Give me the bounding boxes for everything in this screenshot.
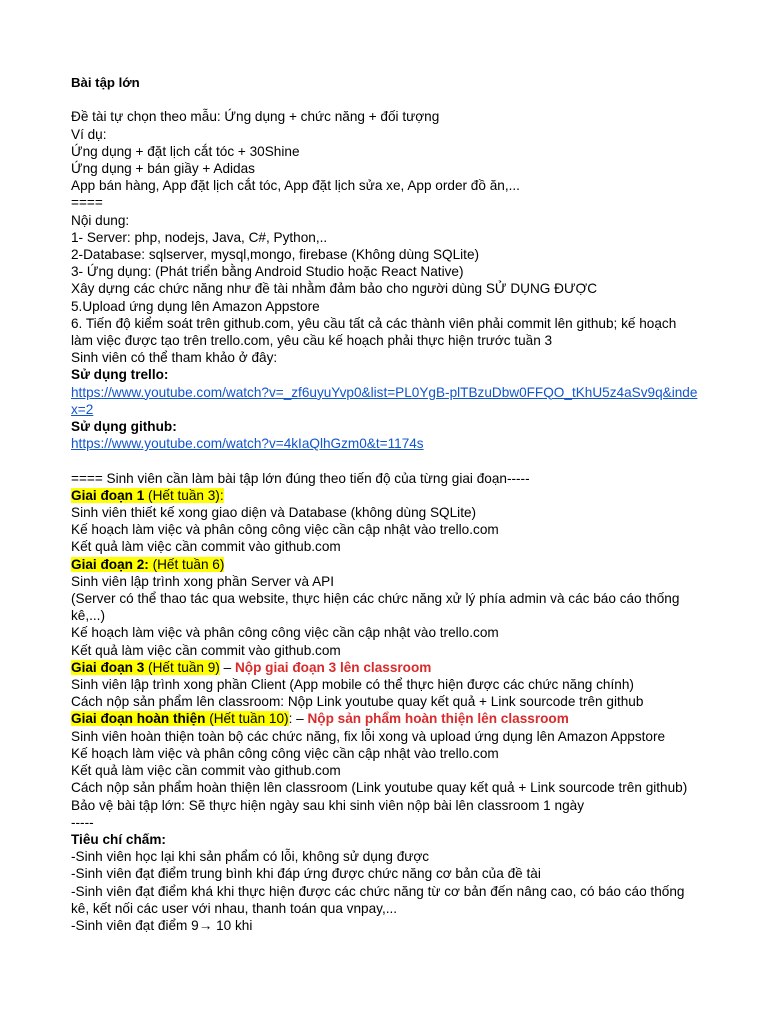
phase-3-heading bbox=[71, 659, 701, 676]
phase-1-section bbox=[71, 487, 701, 556]
phase-2-name: Giai đoạn 2: bbox=[71, 556, 149, 572]
intro-line: Ứng dụng + đặt lịch cắt tóc + 30Shine bbox=[71, 143, 300, 159]
criteria-item: -Sinh viên đạt điểm 9→ 10 khi bbox=[71, 917, 253, 933]
intro-line: 1- Server: php, nodejs, Java, C#, Python,.. bbox=[71, 229, 328, 245]
document-title: Bài tập lớn bbox=[71, 75, 140, 90]
phase-1-heading bbox=[71, 487, 701, 504]
phase-final-line: Sinh viên hoàn thiện toàn bộ các chức năng, fix lỗi xong và upload ứng dụng lên Amazon Appstore bbox=[71, 728, 666, 744]
github-video-link[interactable]: https://www.youtube.com/watch?v=4kIaQlhGzm0&t=1174s bbox=[71, 436, 424, 452]
phase-3-deadline: (Hết tuần 9) bbox=[144, 659, 220, 675]
phase-final-line: Kết quả làm việc cần commit vào github.com bbox=[71, 763, 341, 779]
phase-3-section bbox=[71, 659, 701, 711]
phase-3-name: Giai đoạn 3 bbox=[71, 659, 145, 675]
phase-1-name: Giai đoạn 1 bbox=[71, 487, 145, 503]
intro-line: Sinh viên có thể tham khảo ở đây: bbox=[71, 350, 278, 366]
phase-3-line: Cách nộp sản phẩm lên classroom: Nộp Link youtube quay kết quả + Link sourcode trên github bbox=[71, 694, 644, 710]
phase-3-line: Sinh viên lập trình xong phần Client (App mobile có thể thực hiện được các chức năng chính) bbox=[71, 677, 634, 693]
intro-line: Ví dụ: bbox=[71, 126, 107, 142]
criteria-item: -Sinh viên học lại khi sản phẩm có lỗi, không sử dụng được bbox=[71, 849, 430, 865]
intro-line: App bán hàng, App đặt lịch cắt tóc, App đặt lịch sửa xe, App order đồ ăn,... bbox=[71, 178, 520, 194]
phase-final-submit-note: Nộp sản phẩm hoàn thiện lên classroom bbox=[307, 711, 569, 727]
trello-video-link[interactable]: https://www.youtube.com/watch?v=_zf6uyuYvp0&list=PL0YgB-plTBzuDbw0FFQO_tKhU5z4aSv9q&index=2 bbox=[71, 384, 698, 417]
phase-final-name: Giai đoạn hoàn thiện bbox=[71, 711, 206, 727]
phase-2-line: (Server có thể thao tác qua website, thực hiện các chức năng xử lý phía admin và các báo cáo thống kê,...) bbox=[71, 591, 680, 624]
progress-intro: ==== Sinh viên cần làm bài tập lớn đúng theo tiến độ của từng giai đoạn----- bbox=[71, 470, 530, 486]
document-page bbox=[71, 74, 701, 934]
phase-1-deadline: (Hết tuần 3): bbox=[144, 487, 224, 503]
intro-line: Đề tài tự chọn theo mẫu: Ứng dụng + chức năng + đối tượng bbox=[71, 109, 440, 125]
phase-final-line: Bảo vệ bài tập lớn: Sẽ thực hiện ngày sau khi sinh viên nộp bài lên classroom 1 ngày bbox=[71, 797, 584, 813]
intro-line: 5.Upload ứng dụng lên Amazon Appstore bbox=[71, 298, 320, 314]
phase-final-deadline: (Hết tuần 10) bbox=[205, 711, 289, 727]
phase-2-deadline: (Hết tuần 6) bbox=[148, 556, 225, 572]
spacer bbox=[71, 452, 701, 469]
phase-1-line: Sinh viên thiết kế xong giao diện và Database (không dùng SQLite) bbox=[71, 505, 477, 521]
intro-line: 3- Ứng dụng: (Phát triển bằng Android Studio hoặc React Native) bbox=[71, 264, 464, 280]
phase-3-dash: – bbox=[219, 659, 235, 675]
phase-2-line: Kết quả làm việc cần commit vào github.com bbox=[71, 642, 341, 658]
github-heading: Sử dụng github: bbox=[71, 419, 177, 435]
phase-3-submit-note: Nộp giai đoạn 3 lên classroom bbox=[234, 659, 432, 675]
phase-final-line: Kế hoạch làm việc và phân công công việc cần cập nhật vào trello.com bbox=[71, 745, 499, 761]
criteria-section bbox=[71, 831, 701, 934]
intro-section bbox=[71, 108, 701, 366]
phase-final-line: Cách nộp sản phẩm hoàn thiện lên classroom (Link youtube quay kết quả + Link sourcode trên github) bbox=[71, 780, 688, 796]
phase-2-line: Sinh viên lập trình xong phần Server và API bbox=[71, 573, 334, 589]
criteria-item: -Sinh viên đạt điểm trung bình khi đáp ứng được chức năng cơ bản của đề tài bbox=[71, 866, 541, 882]
intro-line: Nội dung: bbox=[71, 212, 130, 228]
criteria-item: -Sinh viên đạt điểm khá khi thực hiện được các chức năng từ cơ bản đến nâng cao, có báo cáo thống kê, kết nối các user với nhau, thanh toán qua vnpay,... bbox=[71, 883, 685, 916]
phase-2-section bbox=[71, 556, 701, 659]
criteria-heading: Tiêu chí chấm: bbox=[71, 831, 166, 847]
phase-final-section bbox=[71, 710, 701, 830]
trello-heading: Sử dụng trello: bbox=[71, 367, 169, 383]
phase-final-heading bbox=[71, 710, 701, 727]
intro-line: Xây dựng các chức năng như đề tài nhằm đảm bảo cho người dùng SỬ DỤNG ĐƯỢC bbox=[71, 281, 598, 297]
separator-line: ==== bbox=[71, 195, 103, 211]
phase-final-dash: : – bbox=[288, 711, 308, 727]
phase-2-heading bbox=[71, 556, 701, 573]
phase-1-line: Kết quả làm việc cần commit vào github.com bbox=[71, 539, 341, 555]
phase-1-line: Kế hoạch làm việc và phân công công việc cần cập nhật vào trello.com bbox=[71, 522, 499, 538]
intro-line: 6. Tiến độ kiểm soát trên github.com, yêu cầu tất cả các thành viên phải commit lên github; kế hoạch làm việc được tạo trên trello.com, yêu cầu kế hoạch phải thực hiện trước tuần 3 bbox=[71, 315, 677, 349]
phase-2-line: Kế hoạch làm việc và phân công công việc cần cập nhật vào trello.com bbox=[71, 625, 499, 641]
separator-line: ----- bbox=[71, 814, 94, 830]
intro-line: Ứng dụng + bán giầy + Adidas bbox=[71, 161, 255, 176]
intro-line: 2-Database: sqlserver, mysql,mongo, firebase (Không dùng SQLite) bbox=[71, 247, 480, 263]
